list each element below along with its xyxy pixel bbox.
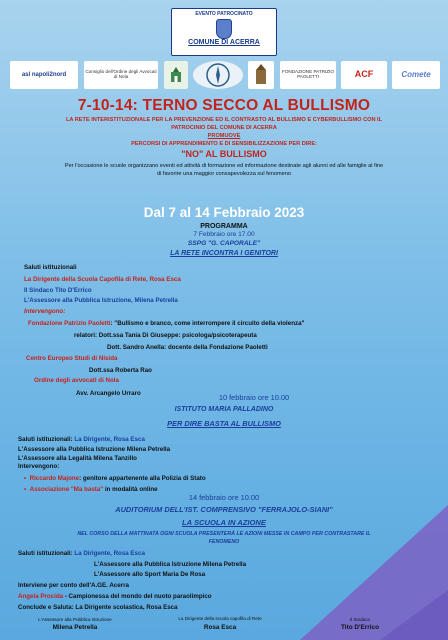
day2-s2: L'Assessore alla Pubblica Istruzione Milena Petrella (18, 446, 171, 453)
day2-intervengono: Intervengono: (18, 463, 60, 470)
day1-theme: LA RETE INCONTRA I GENITORI (170, 250, 278, 257)
day3-morning-1: NEL CORSO DELLA MATTINATA OGNI SCUOLA PRESENTERÀ LE AZIONI MESSE IN CAMPO PER CONTRASTARE IL (77, 531, 371, 537)
patronage-box (171, 8, 277, 56)
day3-conclude: Conclude e Saluta: La Dirigente scolastica, Rosa Esca (18, 604, 178, 611)
intro-line-1: LA RETE INTERISTITUZIONALE PER LA PREVENZIONE ED IL CONTRASTO AL BULLISMO E CYBERBULLISMO CON IL (65, 117, 383, 123)
day1-s2: Il Sindaco Tito D'Errico (24, 287, 92, 294)
day1-relatori: relatori: Dott.ssa Tania Di Giuseppe: psicologa/psicoterapeuta (74, 332, 257, 339)
day1-intervengono: Intervengono: (24, 308, 66, 315)
day1-centro: Centro Europeo Studi di Nisida (26, 355, 118, 362)
acf-logo: ACF (341, 61, 387, 89)
footer-dirigente-role: La Dirigente della scuola capofila di Rete (178, 616, 262, 621)
day2-s3: L'Assessore alla Legalità Milena Tanzillo (18, 455, 137, 462)
day3-school: AUDITORIUM DELL'IST. COMPRENSIVO "FERRAJOLO-SIANI" (115, 505, 333, 514)
ordine-avvocati-logo: Consiglio dell'Ordine degli Avvocati di Nola (84, 61, 158, 89)
day3-saluti: Saluti istituzionali: La Dirigente, Rosa Esca (18, 550, 145, 557)
day1-school: SSPG "G. CAPORALE" (187, 240, 261, 247)
asl-logo: asl napoli2nord (10, 61, 78, 89)
day3-s3: L'Assessore allo Sport Maria De Rosa (94, 571, 206, 578)
day1-s3: L'Assessore alla Pubblica Istruzione, Milena Petrella (24, 297, 178, 304)
footer-dirigente-name: Rosa Esca (203, 624, 237, 631)
footer-dirigente (155, 616, 285, 631)
day1-anella: Dott. Sandro Anella: docente della Fondazione Paoletti (107, 344, 268, 351)
patronage-label: EVENTO PATROCINATO (195, 11, 253, 17)
comete-logo: Comete (392, 61, 440, 89)
description-2: di favorire una maggior consapevolezza sul fenomeno (156, 171, 292, 177)
day3-procida: Angela Procida - Campionessa del mondo del nuoto paraolimpico (18, 593, 212, 600)
day1-s1: La Dirigente della Scuola Capofila di Rete, Rosa Esca (24, 276, 181, 283)
footer-sindaco-name: Tito D'Errico (341, 624, 379, 631)
programma-label: PROGRAMMA (200, 223, 248, 230)
dates-heading: Dal 7 al 14 Febbraio 2023 (143, 205, 305, 220)
day1-rao: Dott.ssa Roberta Rao (89, 367, 152, 374)
footer-assessore-role: L'Assessore alla Pubblica Istruzione (38, 617, 112, 622)
day2-bullet-2: • Associazione "Ma basta" in modalità online (24, 486, 158, 493)
day2-school: ISTITUTO MARIA PALLADINO (174, 406, 274, 413)
day1-ordine: Ordine degli avvocati di Nola (34, 377, 119, 384)
church-seal-icon (248, 61, 274, 89)
footer-sindaco (320, 617, 400, 631)
acerra-crest-icon (216, 19, 232, 39)
footer-assessore (20, 617, 130, 631)
day2-saluti: Saluti istituzionali: La Dirigente, Rosa Esca (18, 436, 145, 443)
intro-line-2: PATROCINIO DEL COMUNE DI ACERRA (171, 125, 277, 131)
slogan: "NO" AL BULLISMO (181, 149, 267, 159)
day2-when: 10 febbraio ore 10.00 (218, 393, 290, 402)
day3-theme: LA SCUOLA IN AZIONE (182, 518, 266, 527)
footer-assessore-name: Milena Petrella (52, 624, 98, 631)
fondazione-paoletti-logo: FONDAZIONE PATRIZIO PAOLETTI (280, 61, 336, 89)
day2-theme: PER DIRE BASTA AL BULLISMO (167, 419, 281, 428)
percorsi: PERCORSI DI APPRENDIMENTO E DI SENSIBILIZZAZIONE PER DIRE: (131, 141, 317, 147)
day1-saluti: Saluti istituzionali (24, 264, 77, 271)
mosque-icon (164, 61, 188, 89)
compass-seal-icon (193, 61, 243, 89)
main-title: 7-10-14: TERNO SECCO AL BULLISMO (77, 97, 371, 114)
promuove: PROMUOVE (207, 133, 241, 139)
day1-when: 7 Febbraio ore 17.00 (193, 231, 255, 238)
day1-urraro: Avv. Arcangelo Urraro (76, 390, 141, 397)
patronage-comune: COMUNE DI ACERRA (188, 39, 260, 46)
day1-fondazione: Fondazione Patrizio Paoletti: "Bullismo e branco, come interrompere il circuito della violenza" (28, 320, 305, 327)
day3-s2: L'Assessore alla Pubblica Istruzione Milena Petrella (94, 561, 247, 568)
day2-bullet-1: • Riccardo Majone: genitore appartenente alla Polizia di Stato (24, 475, 206, 482)
description-1: Per l'occasione le scuole organizzano eventi ed attività di formazione ed informazione destinate agli alunni ed alle famiglie al fine (64, 163, 384, 169)
day3-interviene: Interviene per conto dell'A.GE. Acerra (18, 582, 129, 589)
footer-sindaco-role: Il Sindaco (349, 617, 371, 622)
day3-morning-2: FENOMENO (208, 539, 240, 545)
day3-when: 14 febbraio ore 10.00 (188, 493, 260, 502)
partner-logos (10, 61, 440, 91)
